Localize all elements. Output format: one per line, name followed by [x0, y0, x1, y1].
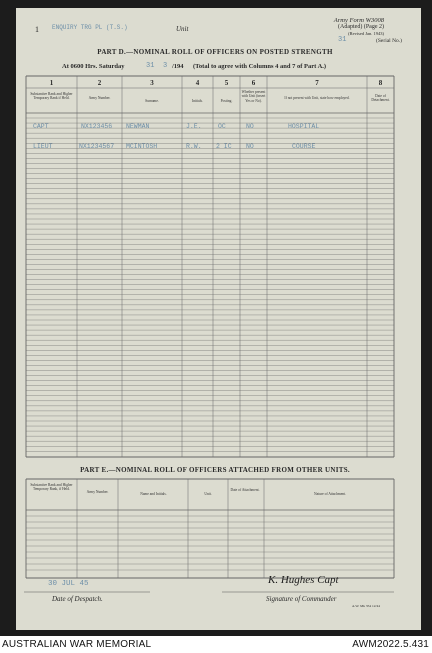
form-adapted: (Adapted) (Page 2) [338, 24, 384, 30]
print-reference: A.W. Mk 354 12/44 [352, 604, 380, 608]
unit-value: ENQUIRY TRG PL (T.S.) [52, 24, 128, 31]
col-number-7: 7 [315, 79, 319, 87]
part-e-header-name: Name and Initials. [140, 492, 167, 496]
part-e-header-nature: Nature of Attachment. [313, 492, 347, 496]
part-d-instruction: (Total to agree with Columns 4 and 7 of Part A.) [193, 63, 327, 70]
row-1-initials: J.E. [186, 123, 202, 130]
col-number-8: 8 [378, 79, 383, 87]
unit-label: Unit [176, 25, 189, 33]
part-e-title: PART E.—NOMINAL ROLL OF OFFICERS ATTACHED FROM OTHER UNITS. [80, 466, 350, 474]
part-d-title: PART D.—NOMINAL ROLL OF OFFICERS ON POSTED STRENGTH [97, 48, 333, 56]
row-2-initials: R.W. [186, 143, 202, 150]
part-d-at-prefix: At 0600 Hrs. Saturday [62, 63, 125, 70]
row-1-posting: OC [218, 123, 226, 130]
part-d-date-day: 31 [146, 62, 155, 70]
row-2-employed: COURSE [292, 143, 316, 150]
row-2-posting: 2 IC [216, 143, 232, 150]
col-number-3: 3 [150, 79, 154, 87]
row-1-rank: CAPT [33, 123, 49, 130]
form-number: Army Form W3008 [333, 17, 384, 24]
form-revised: (Revised Jan. 1943) [348, 31, 384, 36]
part-d-date-month: 3 [163, 62, 168, 70]
row-1-present: NO [246, 123, 254, 130]
signature-label: Signature of Commander [266, 595, 337, 603]
header-present: Whether present with Unit (insert Yes or No). [241, 90, 266, 103]
part-e-header-attachment-date: Date of Attachment. [230, 488, 260, 492]
row-2-present: NO [246, 143, 254, 150]
despatch-date-value: 30 JUL 45 [48, 580, 89, 588]
part-d-year: /194 [172, 63, 184, 70]
col-number-5: 5 [224, 79, 229, 87]
col-number-2: 2 [97, 79, 102, 87]
row-1-employed: HOSPITAL [288, 123, 320, 130]
header-army-number: Army Number. [88, 96, 111, 100]
part-e-header-army-number: Army Number. [86, 490, 109, 494]
commander-signature: K. Hughes Capt [268, 574, 339, 586]
col-number-6: 6 [251, 79, 256, 87]
footer-institution: AUSTRALIAN WAR MEMORIAL [2, 639, 152, 650]
col-number-4: 4 [195, 79, 200, 87]
part-e-header-rank: Substantive Rank and Higher Temporary Rank, if Held. [30, 483, 73, 492]
row-2-army-number: NX1234567 [79, 143, 115, 150]
row-2-surname: MCINTOSH [126, 143, 158, 150]
row-2-rank: LIEUT [33, 143, 53, 150]
col-number-1: 1 [49, 79, 54, 87]
footer-accession-number: AWM2022.5.431 [352, 639, 429, 650]
despatch-date-label: Date of Despatch. [52, 595, 103, 603]
header-employed: If not present with Unit, state how employed. [284, 96, 350, 100]
header-surname: Surname. [145, 99, 159, 103]
header-detachment: Date of Detachment. [371, 94, 390, 103]
row-1-army-number: NX123456 [81, 123, 113, 130]
footer-bar [0, 636, 432, 653]
serial-label: (Serial No.) [376, 38, 402, 44]
header-posting: Posting. [220, 99, 233, 103]
row-1-surname: NEWMAN [126, 123, 150, 130]
header-initials: Initials. [192, 99, 203, 103]
part-e-header-unit: Unit. [204, 492, 212, 496]
header-rank: Substantive Rank and Higher Temporary Rank if Held. [30, 92, 73, 101]
serial-value: 31 [338, 36, 347, 44]
unit-prefix: 1 [35, 25, 39, 34]
